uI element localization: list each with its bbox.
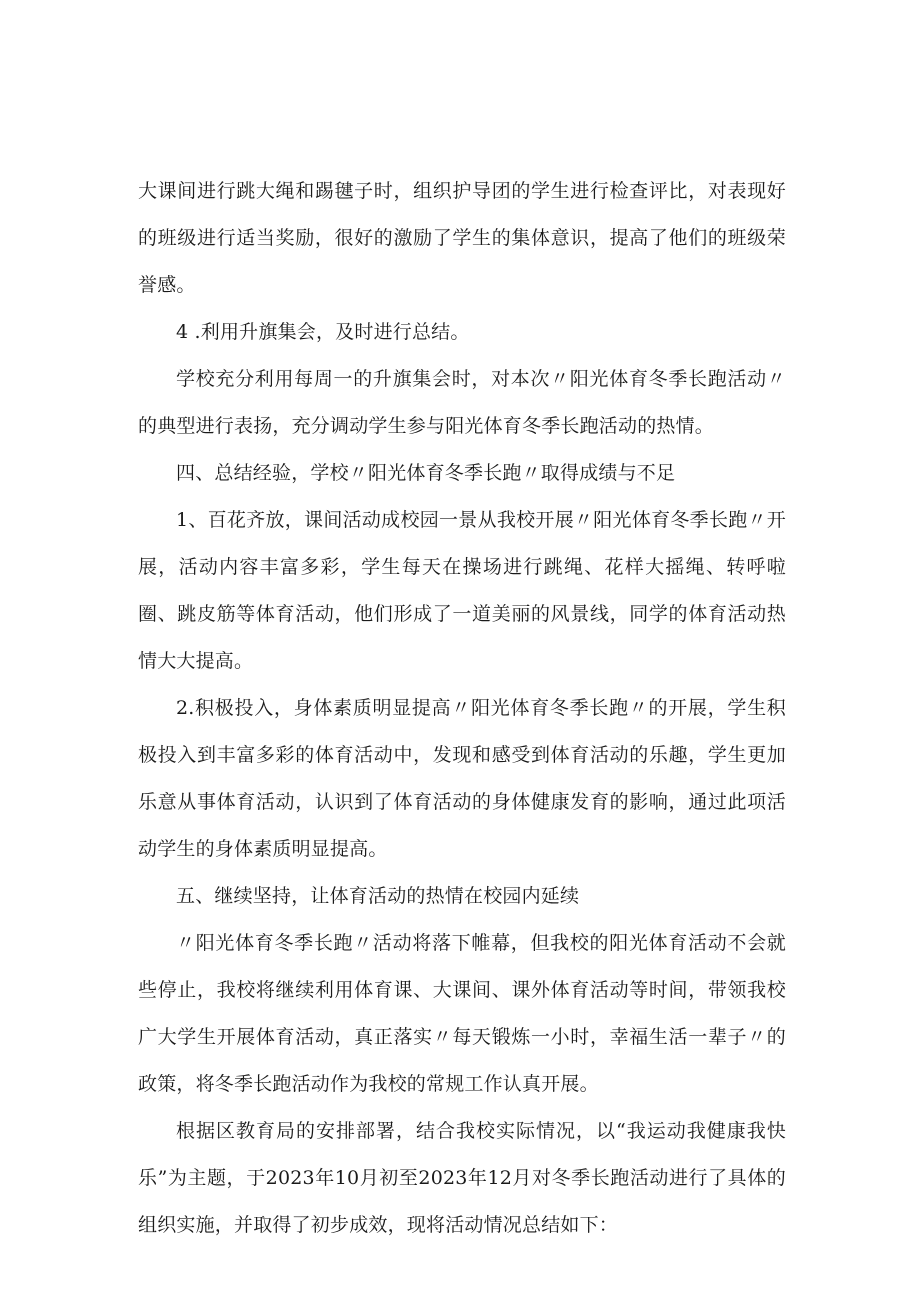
section-heading-5: 五、继续坚持，让体育活动的热情在校园内延续 xyxy=(176,885,580,907)
paragraph-achievement-1: 1、百花齐放，课间活动成校园一景从我校开展〃阳光体育冬季长跑〃开展，活动内容丰富多彩，学生每天在操场进行跳绳、花样大摇绳、转呼啦圈、跳皮筋等体育活动，他们形成了一道美丽的风景线，同学的体育活动热情大大提高。 xyxy=(138,509,786,672)
paragraph-achievement-2: 2.积极投入，身体素质明显提高〃阳光体育冬季长跑〃的开展，学生积极投入到丰富多彩的体育活动中，发现和感受到体育活动的乐趣，学生更加乐意从事体育活动，认识到了体育活动的身体健康发育的影响，通过此项活动学生的身体素质明显提高。 xyxy=(138,697,786,860)
paragraph-item-4: 4 .利用升旗集会，及时进行总结。 xyxy=(176,321,470,343)
paragraph-continuation: 大课间进行跳大绳和踢毽子时，组织护导团的学生进行检查评比，对表现好的班级进行适当奖励，很好的激励了学生的集体意识，提高了他们的班级荣誉感。 xyxy=(138,180,786,296)
section-heading-4: 四、总结经验，学校〃阳光体育冬季长跑〃取得成绩与不足 xyxy=(176,462,676,484)
document-body xyxy=(138,168,786,1249)
paragraph-flag-ceremony: 学校充分利用每周一的升旗集会时，对本次〃阳光体育冬季长跑活动〃的典型进行表扬，充分调动学生参与阳光体育冬季长跑活动的热情。 xyxy=(138,368,786,437)
paragraph-summary-intro: 根据区教育局的安排部署，结合我校实际情况，以“我运动我健康我快乐”为主题，于2023年10月初至2023年12月对冬季长跑活动进行了具体的组织实施，并取得了初步成效，现将活动情况总结如下： xyxy=(138,1120,786,1236)
paragraph-continue: 〃阳光体育冬季长跑〃活动将落下帷幕，但我校的阳光体育活动不会就些停止，我校将继续利用体育课、大课间、课外体育活动等时间，带领我校广大学生开展体育活动，真正落实〃每天锻炼一小时，幸福生活一辈子〃的政策，将冬季长跑活动作为我校的常规工作认真开展。 xyxy=(138,932,786,1095)
